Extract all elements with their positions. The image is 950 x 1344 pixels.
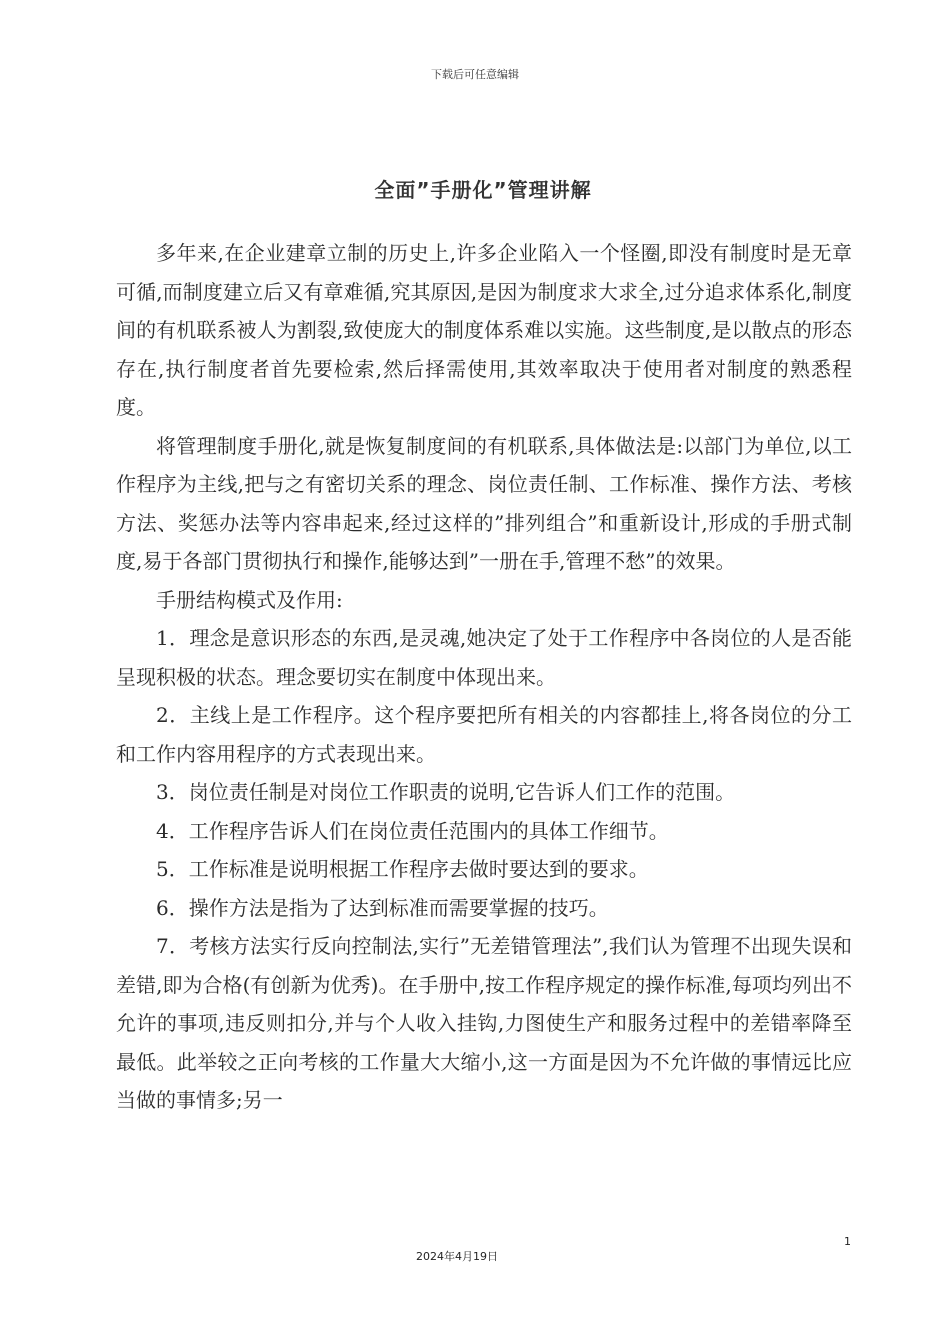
paragraph-structure-heading: 手册结构模式及作用: xyxy=(156,587,343,612)
footer-date: 2024年4月19日 xyxy=(416,1250,498,1263)
list-item-1: 1．理念是意识形态的东西,是灵魂,她决定了处于工作程序中各岗位的人是否能呈现积极的状态。理念要切实在制度中体现出来。 xyxy=(116,626,852,689)
document-title: 全面”手册化”管理讲解 xyxy=(374,178,592,202)
list-item-4: 4．工作程序告诉人们在岗位责任范围内的具体工作细节。 xyxy=(156,818,669,843)
list-item-7: 7．考核方法实行反向控制法,实行”无差错管理法”,我们认为管理不出现失误和差错,即为合格(有创新为优秀)。在手册中,按工作程序规定的操作标准,每项均列出不允许的事项,违反则扣分,并与个人收入挂钩,力图使生产和服务过程中的差错率降至最低。此举较之正向考核的工作量大大缩小,这一方面是因为不允许做的事情远比应当做的事情多;另一 xyxy=(116,934,852,1112)
header-note: 下载后可任意编辑 xyxy=(431,68,519,81)
list-item-6: 6．操作方法是指为了达到标准而需要掌握的技巧。 xyxy=(156,895,609,920)
paragraph-intro: 多年来,在企业建章立制的历史上,许多企业陷入一个怪圈,即没有制度时是无章可循,而制度建立后又有章难循,究其原因,是因为制度求大求全,过分追求体系化,制度间的有机联系被人为割裂,致使庞大的制度体系难以实施。这些制度,是以散点的形态存在,执行制度者首先要检索,然后择需使用,其效率取决于使用者对制度的熟悉程度。 xyxy=(116,241,852,419)
list-item-2: 2．主线上是工作程序。这个程序要把所有相关的内容都挂上,将各岗位的分工和工作内容用程序的方式表现出来。 xyxy=(116,703,852,766)
list-item-5: 5．工作标准是说明根据工作程序去做时要达到的要求。 xyxy=(156,857,649,881)
list-item-3: 3．岗位责任制是对岗位工作职责的说明,它告诉人们工作的范围。 xyxy=(156,780,736,804)
page-number: 1 xyxy=(844,1235,851,1248)
document-body xyxy=(116,234,852,1120)
paragraph-manualization: 将管理制度手册化,就是恢复制度间的有机联系,具体做法是:以部门为单位,以工作程序为主线,把与之有密切关系的理念、岗位责任制、工作标准、操作方法、考核方法、奖惩办法等内容串起来,经过这样的”排列组合”和重新设计,形成的手册式制度,易于各部门贯彻执行和操作,能够达到”一册在手,管理不愁”的效果。 xyxy=(116,433,852,573)
